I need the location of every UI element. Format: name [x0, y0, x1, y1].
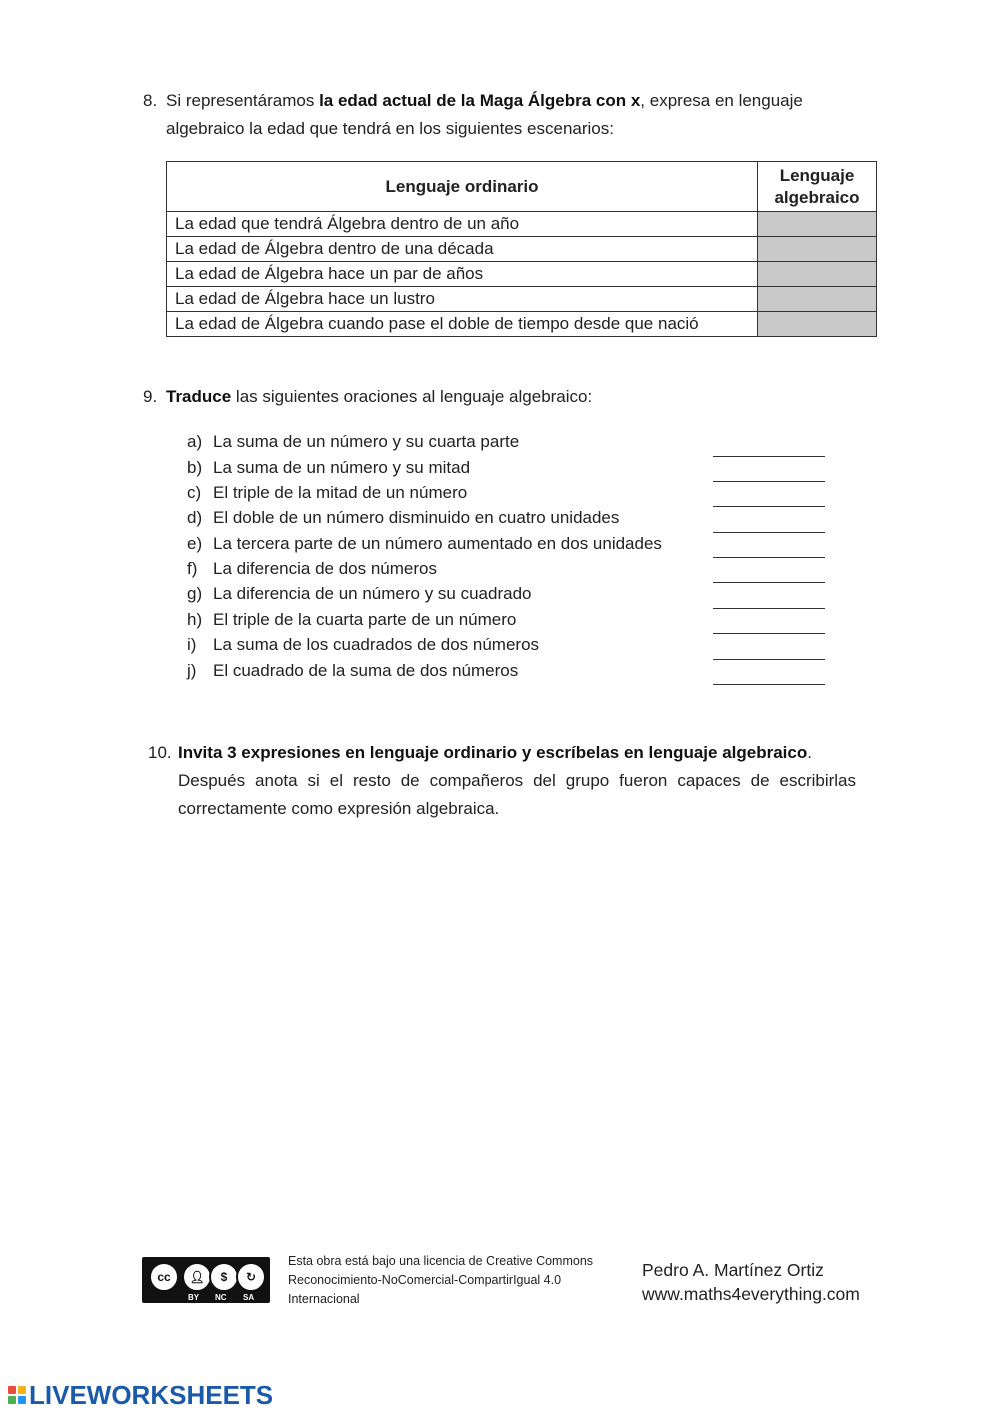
item-text: El triple de la mitad de un número	[213, 483, 468, 502]
item-text: La suma de los cuadrados de dos números	[213, 635, 540, 654]
item-letter: j)	[187, 661, 197, 680]
answer-blank-a[interactable]	[713, 432, 825, 457]
answer-blank-f[interactable]	[713, 558, 825, 583]
answer-cell[interactable]	[758, 287, 877, 312]
list-item	[187, 455, 470, 480]
table-row	[167, 312, 877, 337]
translation-table	[166, 161, 877, 337]
license-line-3: Internacional	[288, 1292, 360, 1306]
liveworksheets-logo[interactable]	[8, 1380, 273, 1410]
cc-label-sa: SA	[243, 1293, 255, 1302]
nc-dollar-icon: $	[209, 1262, 239, 1292]
list-item	[187, 480, 467, 505]
item-text: El cuadrado de la suma de dos números	[213, 661, 519, 680]
question-8-post: , expresa en lenguaje	[640, 91, 803, 110]
item-text: El triple de la cuarta parte de un número	[213, 610, 517, 629]
answer-blank-h[interactable]	[713, 609, 825, 634]
question-9-bold: Traduce	[166, 387, 232, 406]
question-9-number: 9.	[143, 387, 158, 406]
question-9-rest: las siguientes oraciones al lenguaje algebraico:	[231, 387, 593, 406]
row-description: La edad de Álgebra hace un lustro	[167, 287, 758, 312]
header-lenguaje-algebraico	[758, 162, 877, 212]
cc-label-by: BY	[188, 1293, 200, 1302]
item-text: La suma de un número y su cuarta parte	[213, 432, 520, 451]
question-10-line3: correctamente como expresión algebraica.	[178, 799, 500, 818]
author-name: Pedro A. Martínez Ortiz	[642, 1260, 824, 1280]
item-text: La tercera parte de un número aumentado en dos unidades	[213, 534, 662, 553]
item-text: La diferencia de un número y su cuadrado	[213, 584, 532, 603]
table-row	[167, 212, 877, 237]
answer-input-3[interactable]	[758, 265, 876, 284]
list-item	[187, 658, 518, 683]
answer-blank-j[interactable]	[713, 660, 825, 685]
cc-label-nc: NC	[215, 1293, 227, 1302]
liveworksheets-text: LIVEWORKSHEETS	[29, 1379, 274, 1410]
answer-cell[interactable]	[758, 237, 877, 262]
list-item	[187, 429, 519, 454]
question-10-bold: Invita 3 expresiones en lenguaje ordinario y escríbelas en lenguaje algebraico	[178, 743, 808, 762]
table-header-row	[167, 162, 877, 212]
answer-blank-i[interactable]	[713, 635, 825, 660]
item-letter: f)	[187, 559, 198, 578]
question-8-pre: Si representáramos	[166, 91, 320, 110]
list-item	[187, 505, 619, 530]
question-10-line1	[178, 739, 812, 767]
row-description: La edad de Álgebra dentro de una década	[167, 237, 758, 262]
list-item	[187, 632, 539, 657]
table-row	[167, 287, 877, 312]
question-8-number: 8.	[143, 91, 158, 110]
row-description: La edad de Álgebra hace un par de años	[167, 262, 758, 287]
item-letter: h)	[187, 610, 203, 629]
by-person-icon: 👤︎	[182, 1262, 212, 1292]
question-10-period: .	[807, 743, 812, 762]
table-row	[167, 262, 877, 287]
question-8-line2: algebraico la edad que tendrá en los siguientes escenarios:	[166, 119, 614, 138]
license-line-2: Reconocimiento-NoComercial-CompartirIgual 4.0	[288, 1273, 562, 1287]
answer-blank-g[interactable]	[713, 584, 825, 609]
list-item	[187, 531, 662, 556]
item-letter: g)	[187, 584, 203, 603]
answer-input-4[interactable]	[758, 290, 876, 309]
list-item	[187, 607, 516, 632]
liveworksheets-grid-icon	[8, 1386, 26, 1404]
sa-share-icon: ↻	[236, 1262, 266, 1292]
row-description: La edad que tendrá Álgebra dentro de un año	[167, 212, 758, 237]
answer-blank-c[interactable]	[713, 482, 825, 507]
creative-commons-badge	[142, 1257, 270, 1303]
answer-cell[interactable]	[758, 312, 877, 337]
answer-input-2[interactable]	[758, 240, 876, 259]
item-letter: d)	[187, 508, 203, 527]
author-website[interactable]: www.maths4everything.com	[642, 1284, 860, 1304]
header-lenguaje-ordinario: Lenguaje ordinario	[167, 162, 758, 212]
row-description: La edad de Álgebra cuando pase el doble de tiempo desde que nació	[167, 312, 758, 337]
item-letter: b)	[187, 458, 203, 477]
question-10-number: 10.	[148, 743, 172, 762]
table-row	[167, 237, 877, 262]
license-line-1: Esta obra está bajo una licencia de Creative Commons	[288, 1254, 594, 1268]
item-text: El doble de un número disminuido en cuatro unidades	[213, 508, 620, 527]
header-col2-line2: algebraico	[774, 187, 860, 207]
answer-input-5[interactable]	[758, 315, 876, 334]
item-letter: e)	[187, 534, 203, 553]
answer-cell[interactable]	[758, 212, 877, 237]
answer-blank-d[interactable]	[713, 508, 825, 533]
cc-icon: cc	[149, 1262, 179, 1292]
item-letter: a)	[187, 432, 203, 451]
answer-blank-b[interactable]	[713, 457, 825, 482]
question-8-prompt	[166, 87, 803, 115]
item-letter: i)	[187, 635, 197, 654]
answer-input-1[interactable]	[758, 215, 876, 234]
item-text: La diferencia de dos números	[213, 559, 437, 578]
list-item	[187, 581, 531, 606]
item-letter: c)	[187, 483, 202, 502]
question-9-prompt	[166, 383, 592, 411]
list-item	[187, 556, 437, 581]
question-8-bold: la edad actual de la Maga Álgebra con x	[319, 91, 641, 110]
answer-cell[interactable]	[758, 262, 877, 287]
answer-blank-e[interactable]	[713, 533, 825, 558]
header-col2-line1: Lenguaje	[779, 165, 855, 185]
item-text: La suma de un número y su mitad	[213, 458, 471, 477]
question-10-line2: Después anota si el resto de compañeros del grupo fueron capaces de escribirlas	[178, 771, 856, 790]
